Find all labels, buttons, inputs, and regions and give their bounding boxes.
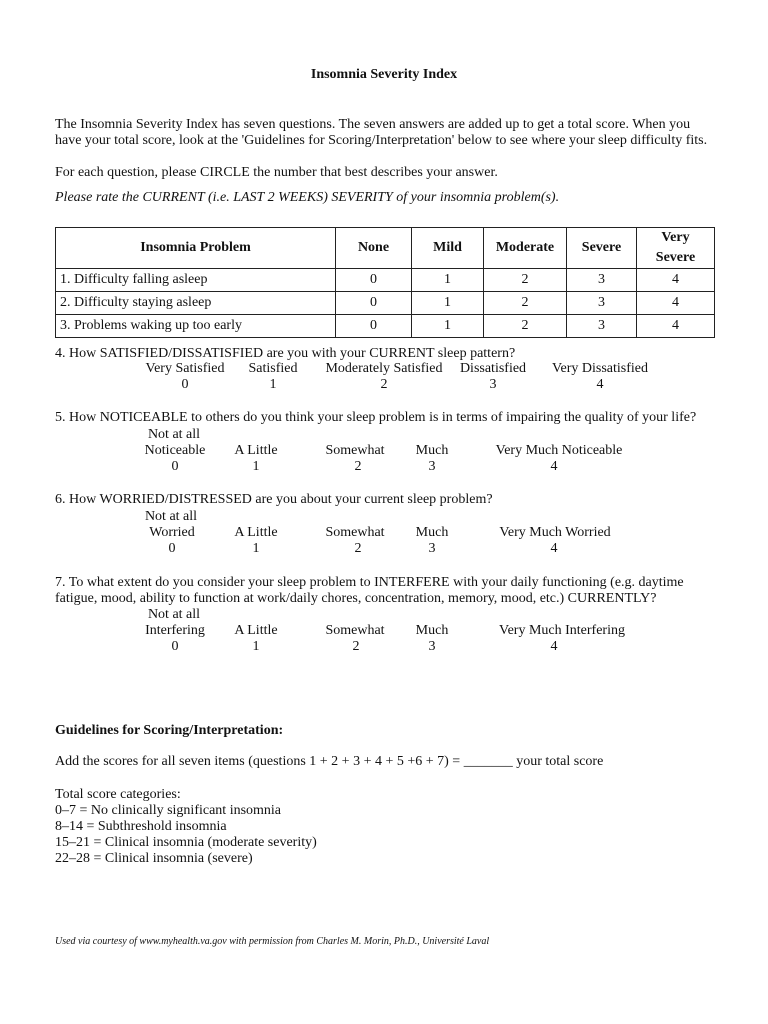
score-cell[interactable]: 0	[336, 292, 412, 315]
question-6: 6. How WORRIED/DISTRESSED are you about your current sleep problem?	[55, 492, 493, 507]
instruction-text: For each question, please CIRCLE the number that best describes your answer.	[55, 165, 498, 180]
option-score[interactable]: 2	[380, 377, 388, 392]
option-label-line1: Not at all	[147, 607, 201, 622]
option-label: Somewhat	[325, 623, 385, 638]
score-cell[interactable]: 4	[637, 315, 715, 338]
option-label: Much	[415, 525, 449, 540]
option-label: Moderately Satisfied	[325, 361, 443, 376]
option-score[interactable]: 1	[252, 639, 260, 654]
option-label: Noticeable	[144, 443, 206, 458]
option-score[interactable]: 2	[354, 459, 362, 474]
footer-credit: Used via courtesy of www.myhealth.va.gov with permission from Charles M. Morin, Ph.D., Université Laval	[55, 936, 490, 947]
option-label: Very Much Interfering	[499, 623, 625, 638]
table-row	[56, 292, 715, 315]
problem-label: 1. Difficulty falling asleep	[56, 269, 336, 292]
option-label: Very Dissatisfied	[551, 361, 649, 376]
option-score[interactable]: 4	[550, 459, 558, 474]
rating-prompt: Please rate the CURRENT (i.e. LAST 2 WEEKS) SEVERITY of your insomnia problem(s).	[55, 190, 560, 205]
option-label: Very Much Noticeable	[495, 443, 623, 458]
option-label-line1: Not at all	[147, 427, 201, 442]
score-cell[interactable]: 4	[637, 292, 715, 315]
score-cell[interactable]: 3	[567, 269, 637, 292]
score-cell[interactable]: 3	[567, 292, 637, 315]
option-score[interactable]: 0	[171, 639, 179, 654]
categories-label: Total score categories:	[55, 787, 181, 802]
score-cell[interactable]: 0	[336, 315, 412, 338]
option-score[interactable]: 1	[269, 377, 277, 392]
option-label: Interfering	[145, 623, 205, 638]
page-title: Insomnia Severity Index	[310, 67, 458, 82]
option-label: Worried	[149, 525, 195, 540]
option-score[interactable]: 3	[489, 377, 497, 392]
option-score[interactable]: 4	[596, 377, 604, 392]
intro-paragraph: The Insomnia Severity Index has seven questions. The seven answers are added up to get a total score. When you have your total score, look at the 'Guidelines for Scoring/Interpretation' below to see where your sleep difficulty fits.	[55, 117, 708, 148]
option-score[interactable]: 0	[168, 541, 176, 556]
category-item: 22–28 = Clinical insomnia (severe)	[55, 851, 253, 866]
category-item: 15–21 = Clinical insomnia (moderate severity)	[55, 835, 317, 850]
problem-label: 2. Difficulty staying asleep	[56, 292, 336, 315]
option-label: Very Satisfied	[145, 361, 225, 376]
option-label: A Little	[234, 525, 278, 540]
option-score[interactable]: 1	[252, 541, 260, 556]
col-header-moderate: Moderate	[484, 228, 567, 269]
severity-table	[55, 227, 715, 338]
option-score[interactable]: 0	[181, 377, 189, 392]
option-score[interactable]: 1	[252, 459, 260, 474]
option-score[interactable]: 2	[352, 639, 360, 654]
question-7: 7. To what extent do you consider your sleep problem to INTERFERE with your daily functioning (e.g. daytime fatigue, mood, ability to function at work/daily chores, concentration, memory, mood, etc.) CURRENTLY?	[55, 575, 684, 606]
col-header-very-severe: Very Severe	[637, 228, 715, 269]
score-cell[interactable]: 2	[484, 292, 567, 315]
table-header-row	[56, 228, 715, 269]
category-item: 8–14 = Subthreshold insomnia	[55, 819, 227, 834]
problem-label: 3. Problems waking up too early	[56, 315, 336, 338]
option-score[interactable]: 0	[171, 459, 179, 474]
option-label: Much	[415, 443, 449, 458]
question-4: 4. How SATISFIED/DISSATISFIED are you with your CURRENT sleep pattern?	[55, 346, 516, 361]
option-score[interactable]: 4	[550, 639, 558, 654]
option-score[interactable]: 2	[354, 541, 362, 556]
option-label: A Little	[234, 443, 278, 458]
option-label: Satisfied	[248, 361, 298, 376]
option-label: Very Much Worried	[499, 525, 611, 540]
score-cell[interactable]: 3	[567, 315, 637, 338]
score-cell[interactable]: 4	[637, 269, 715, 292]
score-cell[interactable]: 1	[412, 292, 484, 315]
option-score[interactable]: 3	[428, 459, 436, 474]
score-cell[interactable]: 1	[412, 315, 484, 338]
option-score[interactable]: 3	[428, 541, 436, 556]
total-score-line: Add the scores for all seven items (questions 1 + 2 + 3 + 4 + 5 +6 + 7) = _______ your total score	[55, 754, 604, 769]
category-item: 0–7 = No clinically significant insomnia	[55, 803, 282, 818]
option-label: Somewhat	[325, 443, 385, 458]
option-label: Dissatisfied	[459, 361, 527, 376]
option-score[interactable]: 4	[550, 541, 558, 556]
score-cell[interactable]: 2	[484, 269, 567, 292]
col-header-mild: Mild	[412, 228, 484, 269]
option-label: A Little	[234, 623, 278, 638]
table-row	[56, 269, 715, 292]
question-5: 5. How NOTICEABLE to others do you think your sleep problem is in terms of impairing the quality of your life?	[55, 410, 697, 425]
score-cell[interactable]: 1	[412, 269, 484, 292]
table-row	[56, 315, 715, 338]
option-score[interactable]: 3	[428, 639, 436, 654]
score-cell[interactable]: 0	[336, 269, 412, 292]
option-label: Somewhat	[325, 525, 385, 540]
guidelines-heading: Guidelines for Scoring/Interpretation:	[55, 723, 284, 738]
col-header-severe: Severe	[567, 228, 637, 269]
col-header-problem: Insomnia Problem	[56, 228, 336, 269]
col-header-none: None	[336, 228, 412, 269]
option-label: Much	[415, 623, 449, 638]
option-label-line1: Not at all	[144, 509, 198, 524]
score-cell[interactable]: 2	[484, 315, 567, 338]
